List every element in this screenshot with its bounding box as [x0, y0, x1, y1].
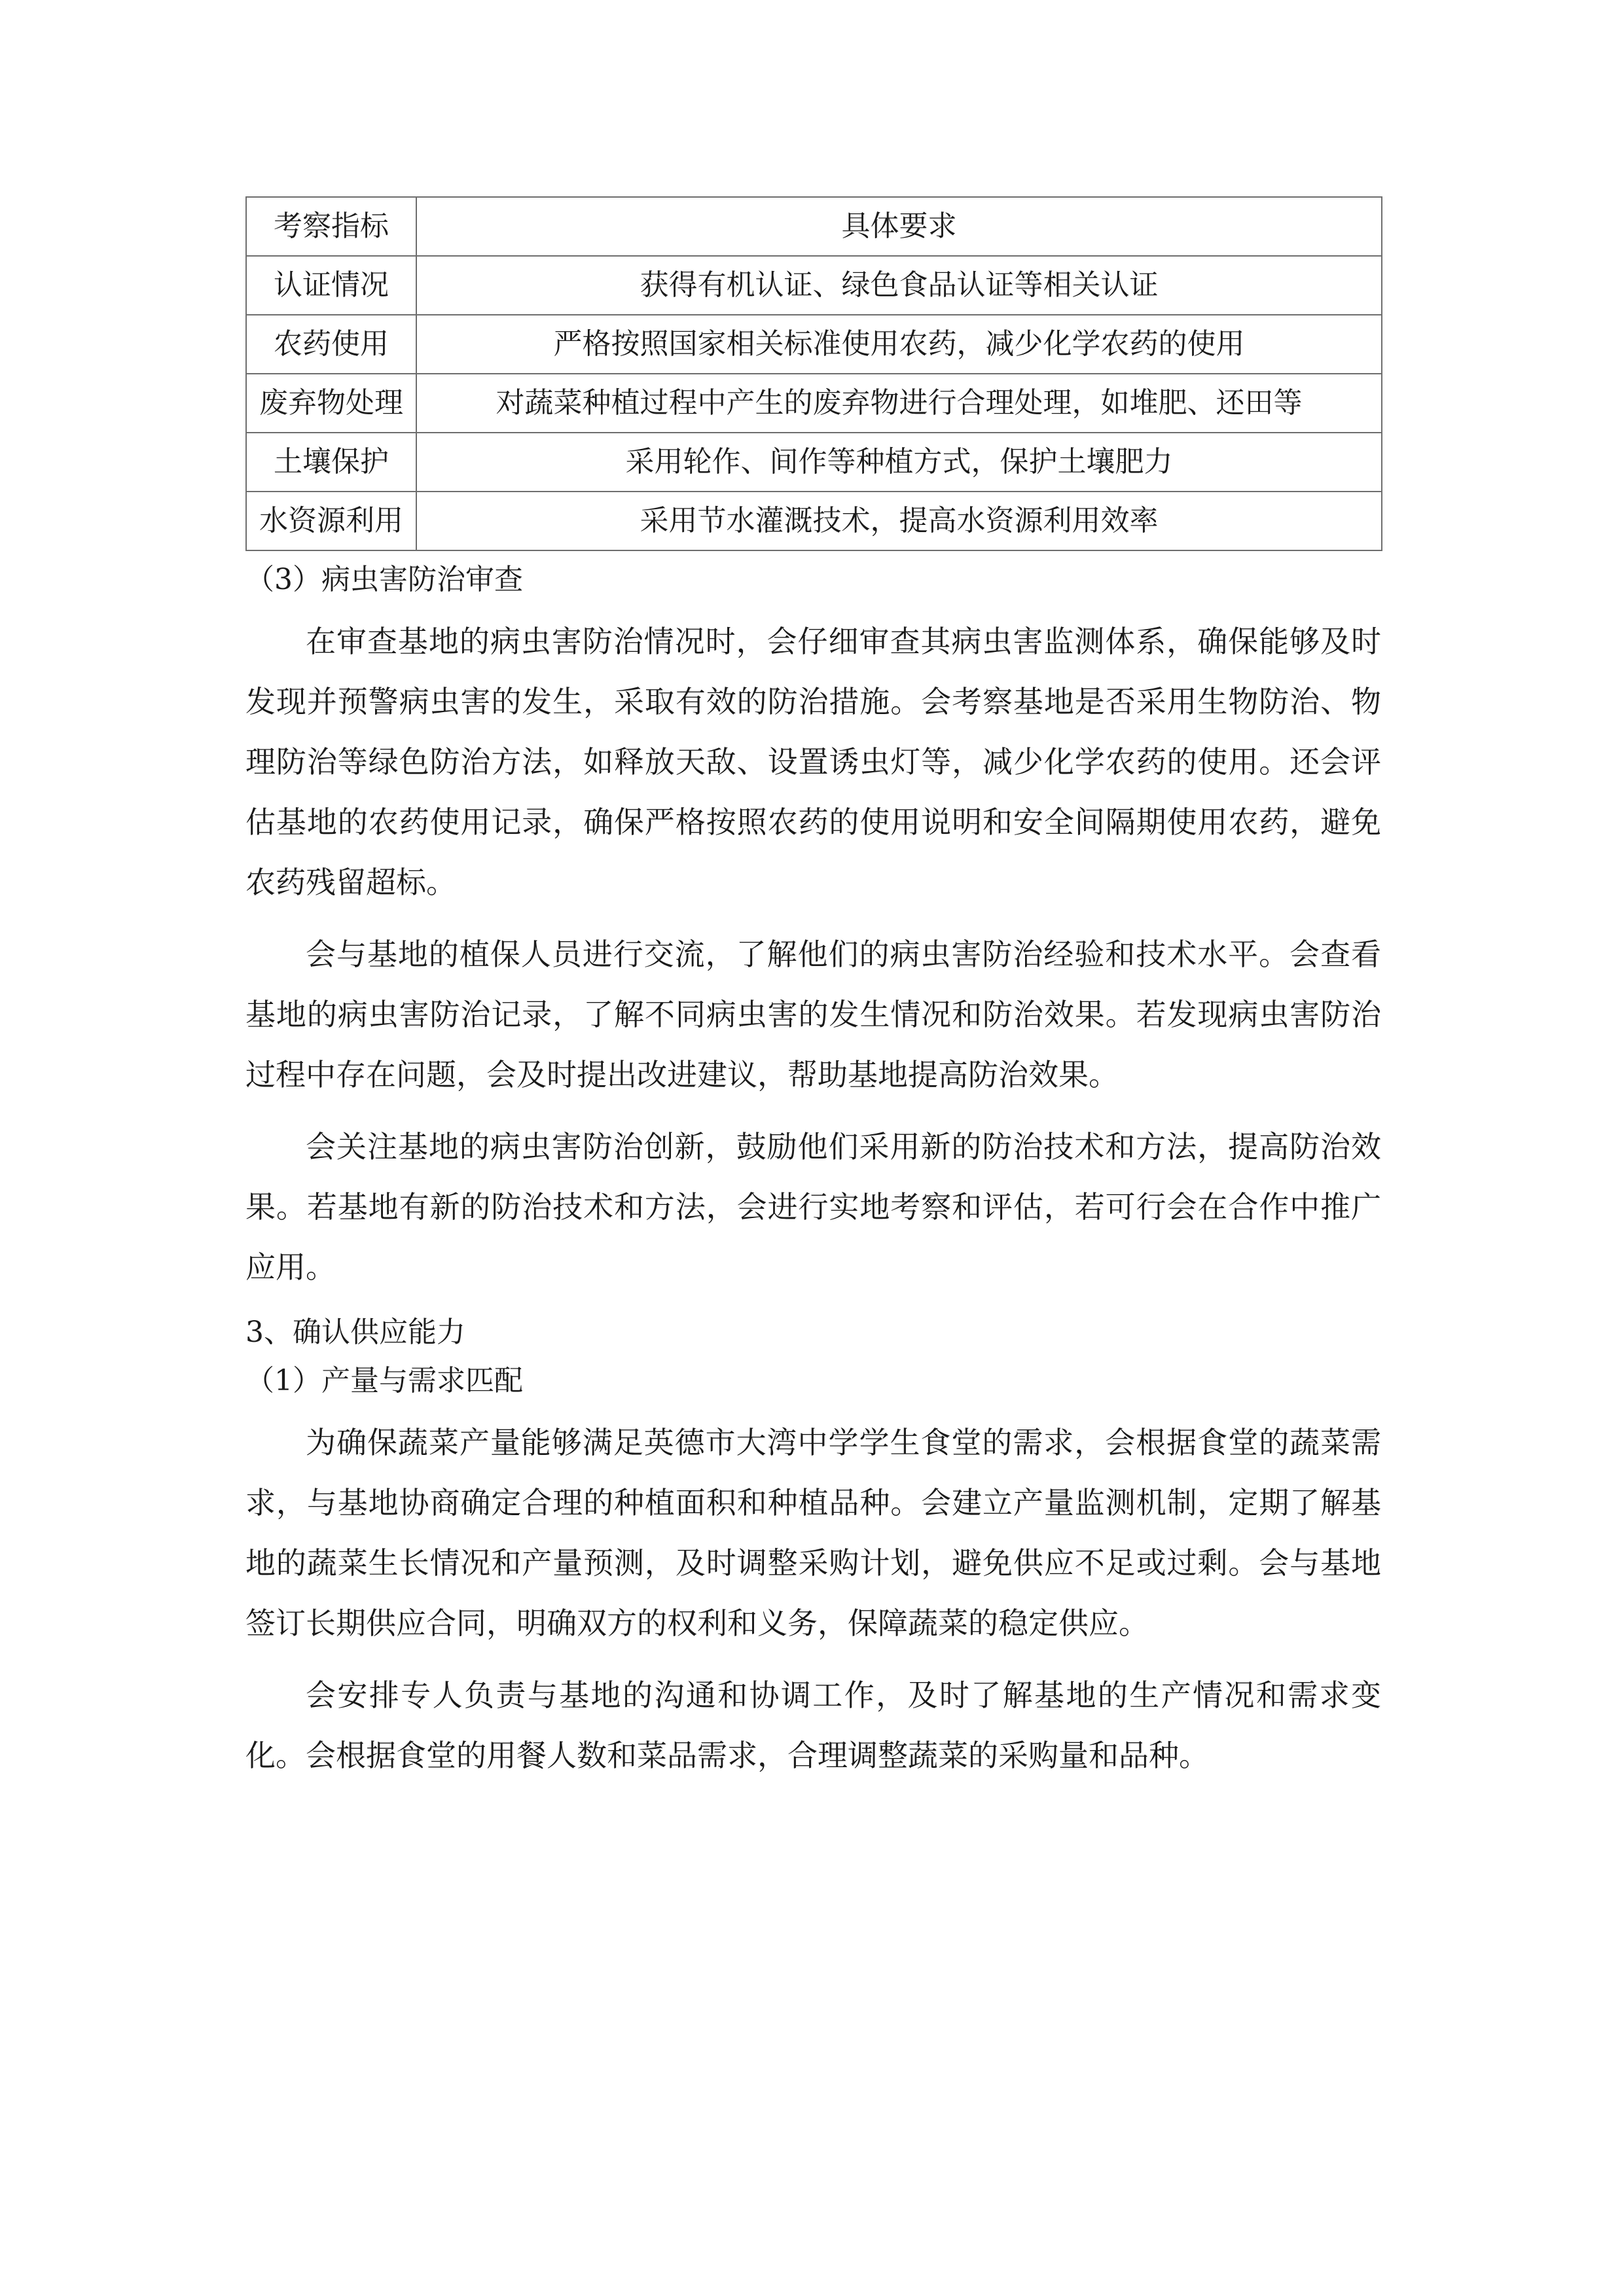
table-row	[246, 374, 1382, 433]
table-cell-indicator: 农药使用	[246, 315, 416, 374]
table-cell-requirement: 对蔬菜种植过程中产生的废弃物进行合理处理，如堆肥、还田等	[416, 374, 1382, 433]
table-cell-requirement: 严格按照国家相关标准使用农药，减少化学农药的使用	[416, 315, 1382, 374]
criteria-table	[245, 196, 1382, 551]
table-cell-indicator: 认证情况	[246, 256, 416, 315]
body-paragraph: 为确保蔬菜产量能够满足英德市大湾中学学生食堂的需求，会根据食堂的蔬菜需求，与基地协商确定合理的种植面积和种植品种。会建立产量监测机制，定期了解基地的蔬菜生长情况和产量预测，及时调整采购计划，避免供应不足或过剩。会与基地签订长期供应合同，明确双方的权利和义务，保障蔬菜的稳定供应。	[245, 1425, 1381, 1641]
table-cell-requirement: 获得有机认证、绿色食品认证等相关认证	[416, 256, 1382, 315]
supply-capacity-heading: 3、确认供应能力	[245, 1316, 465, 1349]
table-cell-indicator: 土壤保护	[246, 433, 416, 492]
body-paragraph: 会与基地的植保人员进行交流，了解他们的病虫害防治经验和技术水平。会查看基地的病虫害防治记录，了解不同病虫害的发生情况和防治效果。若发现病虫害防治过程中存在问题，会及时提出改进建议，帮助基地提高防治效果。	[245, 937, 1381, 1092]
table-row	[246, 433, 1382, 492]
table-header-row	[246, 197, 1382, 256]
table-cell-requirement: 采用轮作、间作等种植方式，保护土壤肥力	[416, 433, 1382, 492]
table-row	[246, 492, 1382, 550]
document-page	[245, 196, 1381, 1785]
body-paragraph: 在审查基地的病虫害防治情况时，会仔细审查其病虫害监测体系，确保能够及时发现并预警病虫害的发生，采取有效的防治措施。会考察基地是否采用生物防治、物理防治等绿色防治方法，如释放天敌、设置诱虫灯等，减少化学农药的使用。还会评估基地的农药使用记录，确保严格按照农药的使用说明和安全间隔期使用农药，避免农药残留超标。	[245, 624, 1381, 900]
table-header-cell: 考察指标	[246, 197, 416, 256]
table-cell-indicator: 水资源利用	[246, 492, 416, 550]
yield-demand-heading: （1）产量与需求匹配	[245, 1364, 523, 1397]
table-header-cell: 具体要求	[416, 197, 1382, 256]
table-cell-requirement: 采用节水灌溉技术，提高水资源利用效率	[416, 492, 1382, 550]
table-row	[246, 256, 1382, 315]
table-row	[246, 315, 1382, 374]
table-cell-indicator: 废弃物处理	[246, 374, 416, 433]
pest-control-heading: （3）病虫害防治审查	[245, 563, 523, 596]
body-paragraph: 会安排专人负责与基地的沟通和协调工作，及时了解基地的生产情况和需求变化。会根据食堂的用餐人数和菜品需求，合理调整蔬菜的采购量和品种。	[245, 1677, 1381, 1773]
body-paragraph: 会关注基地的病虫害防治创新，鼓励他们采用新的防治技术和方法，提高防治效果。若基地有新的防治技术和方法，会进行实地考察和评估，若可行会在合作中推广应用。	[245, 1129, 1381, 1285]
